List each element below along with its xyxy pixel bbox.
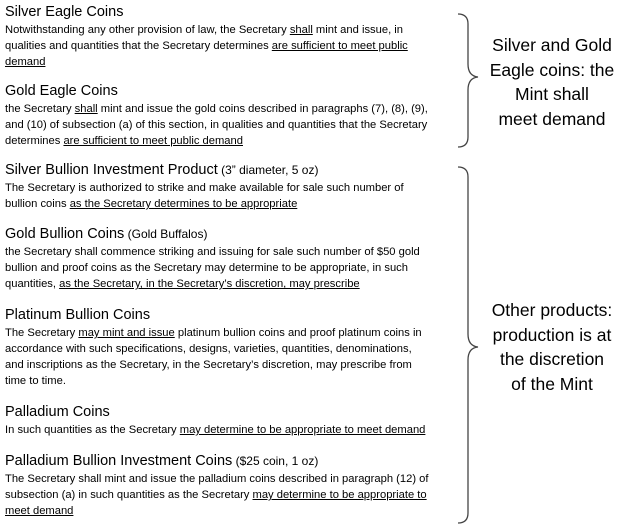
side-note-line: the discretion	[499, 349, 605, 369]
text-run: The Secretary	[5, 327, 79, 339]
underlined-text: are sufficient to meet public demand	[63, 135, 243, 147]
gold-eagle-title: Gold Eagle Coins	[5, 83, 118, 99]
underlined-text: may mint and issue	[78, 327, 175, 339]
palladium-title: Palladium Coins	[5, 404, 110, 420]
underlined-text: meet demand	[5, 505, 74, 517]
title-note: (Gold Buffalos)	[124, 227, 208, 241]
text-run: time to time.	[5, 375, 66, 387]
side-note-line: production is at	[492, 324, 612, 345]
text-run: subsection (a) in such quantities as the Secretary	[5, 489, 253, 501]
text-run: platinum bullion coins and proof platinum coins in	[174, 327, 422, 339]
title-text: Gold Bullion Coins	[5, 226, 125, 242]
side-note-line: Silver and Gold	[492, 35, 612, 55]
eagle-brace	[458, 14, 478, 147]
text-run: bullion and proof coins as the Secretary may determine to be appropriate, in such	[5, 262, 408, 274]
title-note: (3” diameter, 5 oz)	[217, 163, 319, 177]
underlined-text: shall	[289, 24, 313, 36]
underlined-text: shall	[74, 103, 98, 115]
side-note-line: of the Mint	[511, 373, 593, 394]
platinum-title: Platinum Bullion Coins	[5, 307, 151, 323]
text-run: qualities and quantities that the Secretary determines	[5, 40, 272, 52]
text-run: accordance with such specifications, designs, varieties, quantities, denominations,	[5, 343, 412, 355]
side-note-line: Eagle coins: the	[489, 59, 615, 80]
underlined-text: as the Secretary, in the Secretary’s discretion, may prescribe	[59, 278, 360, 290]
text-run: the Secretary shall commence striking and issuing for sale such number of $50 gold	[5, 246, 420, 258]
text-run: bullion coins	[5, 198, 70, 210]
text-run: Notwithstanding any other provision of law, the Secretary	[5, 24, 290, 36]
underlined-text: may determine to be appropriate to	[252, 489, 427, 501]
eagle-side-note	[480, 33, 624, 131]
underlined-text: demand	[5, 56, 46, 68]
text-run: quantities,	[5, 278, 60, 290]
text-run: determines	[5, 135, 64, 147]
title-text: Palladium Bullion Investment Coins	[5, 453, 233, 469]
text-run: the Secretary	[5, 103, 75, 115]
text-run: The Secretary shall mint and issue the palladium coins described in paragraph (12) of	[5, 473, 429, 485]
silver-eagle-title: Silver Eagle Coins	[5, 4, 124, 20]
text-run: mint and issue, in	[312, 24, 403, 36]
side-note-line: Other products:	[491, 300, 613, 320]
text-run: and (10) of subsection (a) of this section, in qualities and quantities that the Secretary	[5, 119, 428, 131]
side-note-line: Mint shall	[515, 84, 589, 104]
title-text: Silver Bullion Investment Product	[5, 162, 218, 178]
other-products-side-note	[480, 298, 624, 396]
text-run: mint and issue the gold coins described in paragraphs (7), (8), (9),	[97, 103, 428, 115]
text-run: In such quantities as the Secretary	[5, 424, 180, 436]
text-run: The Secretary is authorized to strike and make available for sale such number of	[5, 182, 404, 194]
underlined-text: are sufficient to meet public	[271, 40, 408, 52]
underlined-text: as the Secretary determines to be appropriate	[69, 198, 298, 210]
title-note: ($25 coin, 1 oz)	[232, 454, 319, 468]
side-note-line: meet demand	[498, 108, 606, 129]
underlined-text: may determine to be appropriate to meet demand	[179, 424, 426, 436]
other-products-brace	[458, 167, 478, 523]
text-run: and inscriptions as the Secretary, in the Secretary’s discretion, may prescribe from	[5, 359, 412, 371]
